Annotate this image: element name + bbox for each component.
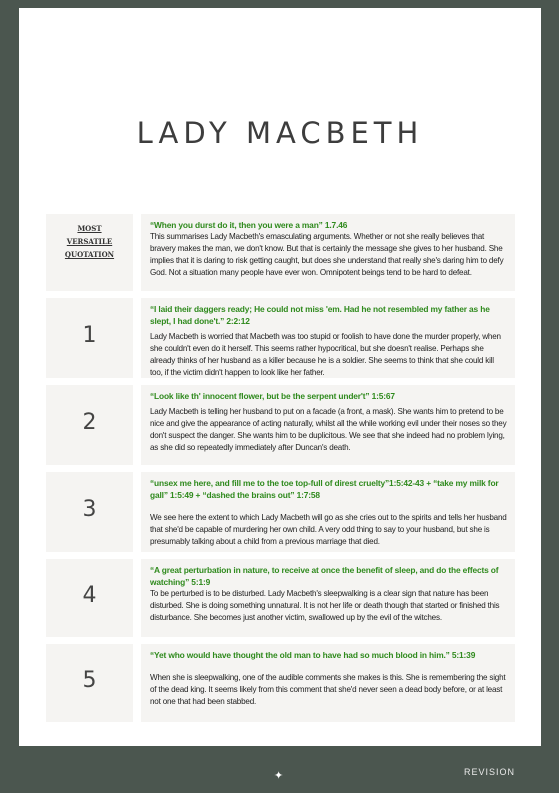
explanation-text: Lady Macbeth is telling her husband to put on a facade (a front, a mask). She wants him to pretend to be nice and give the appearance of acting naturally, whilst all the while working evil under their noses so they don't suspect the danger. She wants him to be duplicitous. We see that she indeed had no problem lying, as she did so repeatedly immediately after Duncan's death. <box>150 407 507 452</box>
explanation-text: Lady Macbeth is worried that Macbeth was too stupid or foolish to have done the murder properly, when she couldn't even do it herself. This seems rather hypocritical, but she doesn't realise. Perhaps she already thinks of her husband as a killer because he is a soldier. She seems to think that she could kill too, if the victim didn't happen to look like her father. <box>150 332 501 377</box>
quote-text: “Yet who would have thought the old man to have had so much blood in him.” 5:1:39 <box>150 650 476 660</box>
quote-text: “When you durst do it, then you were a man” 1.7.46 <box>150 220 348 230</box>
row-number: 4 <box>82 583 97 608</box>
row-number: 5 <box>82 668 97 693</box>
number-cell <box>46 385 133 465</box>
sparkle-icon: ✦ <box>274 770 284 782</box>
quote-text: “unsex me here, and fill me to the toe top-full of direst cruelty”1:5:42-43 + “take my milk for gall” 1:5:49 + “dashed the brains out” 1:7:58 <box>150 478 499 500</box>
explanation-text: This summarises Lady Macbeth's emasculating arguments. Whether or not she really believes that bravery makes the man, we don't know. But that is certainly the message she gives to her husband. She implies that it is daring to risk getting caught, but does she understand that really she's daring him to defy God. Not a situation many people have ever won. Omnipotent beings tend to be hard to defeat. <box>150 232 504 277</box>
quote-text: “I laid their daggers ready; He could not miss 'em. Had he not resembled my father as he slept, I had done't.” 2:2:12 <box>150 304 490 326</box>
label-cell-most-versatile <box>46 214 133 291</box>
number-cell <box>46 472 133 552</box>
quote-text: “A great perturbation in nature, to receive at once the benefit of sleep, and do the effects of watching” 5:1:9 <box>150 565 499 587</box>
explanation-text: We see here the extent to which Lady Macbeth will go as she cries out to the spirits and tells her husband that she'd be capable of murdering her own child. A very odd thing to say to your husband, but she is presumably talking about a child from a previous marriage that died. <box>150 513 507 546</box>
quote-text: “Look like th' innocent flower, but be the serpent under't” 1:5:67 <box>150 391 395 401</box>
quote-row-3 <box>141 472 515 552</box>
most-versatile-label <box>46 222 133 261</box>
explanation-text: When she is sleepwalking, one of the audible comments she makes is this. She is remembering the sight of the dead king. It seems likely from this comment that she'd never seen a dead body before, or at least not one that had been stabbed. <box>150 673 506 706</box>
quote-row-0 <box>141 214 515 291</box>
number-cell <box>46 644 133 722</box>
quote-row-4 <box>141 559 515 637</box>
page-title: LADY MACBETH <box>136 116 424 150</box>
number-cell <box>46 298 133 378</box>
quote-row-1 <box>141 298 515 378</box>
number-cell <box>46 559 133 637</box>
label-line-1: MOST <box>77 224 102 233</box>
row-number: 2 <box>82 410 97 435</box>
label-line-3: QUOTATION <box>64 250 115 259</box>
quote-row-2 <box>141 385 515 465</box>
quote-row-5 <box>141 644 515 722</box>
label-line-2: VERSATILE <box>66 237 113 246</box>
row-number: 3 <box>82 497 97 522</box>
footer-revision-label: REVISION <box>464 767 516 777</box>
row-number: 1 <box>82 323 97 348</box>
explanation-text: To be perturbed is to be disturbed. Lady Macbeth's sleepwalking is a clear sign that nature has been disturbed. She is doing something unnatural. It is not her life or death though that started or finished this disturbance. She becomes just another victim, swallowed up by the evil of the witches. <box>150 589 500 622</box>
